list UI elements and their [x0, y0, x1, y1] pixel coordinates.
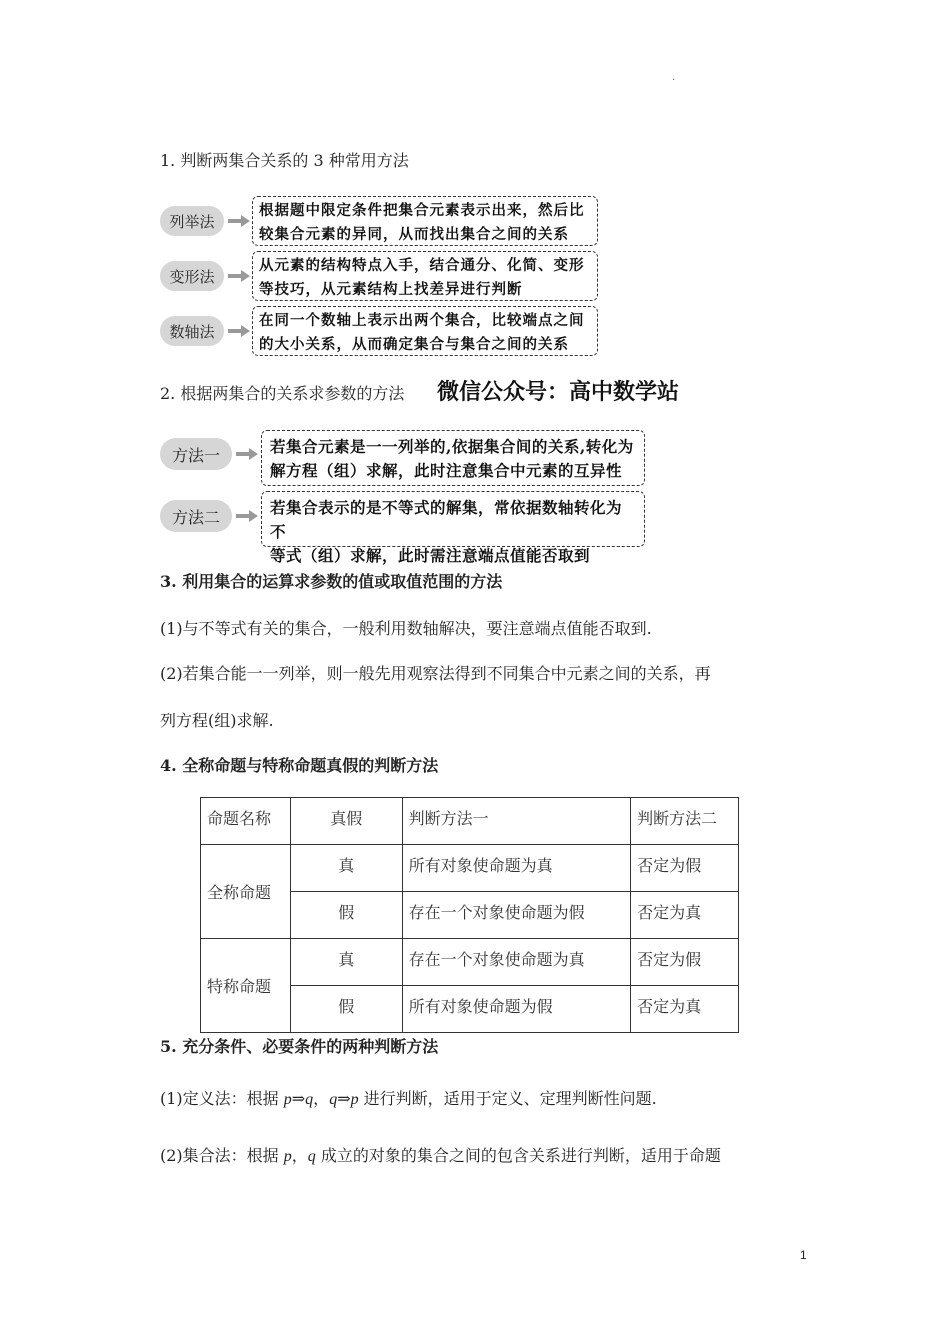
method-one-cell: 存在一个对象使命题为假: [402, 892, 631, 939]
method-one-cell: 所有对象使命题为真: [402, 845, 631, 892]
method-label-pill: 变形法: [160, 261, 224, 291]
paragraph: 列方程(组)求解.: [160, 711, 274, 730]
description-line: 在同一个数轴上表示出两个集合，比较端点之间: [259, 312, 585, 329]
math-variable: q: [307, 1148, 316, 1165]
table-header-row: [201, 798, 739, 845]
table-header-cell: 命题名称: [201, 798, 291, 845]
math-variable: p: [283, 1148, 292, 1165]
arrow-right-icon: [228, 215, 250, 227]
text-segment: (2)集合法：根据: [160, 1146, 284, 1165]
method-label-pill: 数轴法: [160, 316, 224, 346]
description-line: 的大小关系，从而确定集合与集合之间的关系: [259, 336, 569, 353]
text-segment: (1)定义法：根据: [160, 1089, 284, 1108]
math-variable: q: [329, 1091, 338, 1108]
text-segment: 成立的对象的集合之间的包含关系进行判断，适用于命题: [315, 1146, 721, 1165]
method-two-cell: 否定为假: [631, 845, 739, 892]
text-segment: ，: [313, 1089, 330, 1108]
method-two-cell: 否定为真: [631, 986, 739, 1033]
table-row: [201, 845, 739, 892]
description-line: 若集合元素是一一列举的,依据集合间的关系,转化为: [270, 437, 634, 456]
description-line: 较集合元素的异同，从而找出集合之间的关系: [259, 226, 569, 243]
proposition-name-cell: 全称命题: [201, 845, 291, 939]
math-variable: q: [305, 1091, 314, 1108]
implies-symbol: ⇒: [291, 1089, 306, 1108]
method-label-pill: 列举法: [160, 206, 224, 236]
table-header-cell: 真假: [290, 798, 402, 845]
arrow-right-icon: [228, 325, 250, 337]
paragraph: (2)若集合能一一列举，则一般先用观察法得到不同集合中元素之间的关系，再: [160, 664, 711, 683]
description-line: 等式（组）求解，此时需注意端点值能否取到: [270, 546, 591, 565]
method-description-box: [252, 251, 598, 301]
judgment-table: [200, 797, 739, 1033]
description-line: 等技巧，从元素结构上找差异进行判断: [259, 281, 523, 298]
paragraph-definition-method: [160, 1086, 657, 1109]
description-line: 若集合表示的是不等式的解集，常依据数轴转化为不: [270, 498, 623, 541]
description-line: 根据题中限定条件把集合元素表示出来，然后比: [259, 202, 585, 219]
method-label-pill: 方法二: [160, 500, 232, 532]
arrow-right-icon: [236, 510, 258, 522]
description-line: 解方程（组）求解，此时注意集合中元素的互异性: [270, 461, 623, 480]
section-4-title: 4. 全称命题与特称命题真假的判断方法: [160, 756, 439, 775]
proposition-name-cell: 特称命题: [201, 939, 291, 1033]
truth-cell: 真: [290, 939, 402, 986]
section-3-title: 3. 利用集合的运算求参数的值或取值范围的方法: [160, 572, 503, 591]
method-one-cell: 存在一个对象使命题为真: [402, 939, 631, 986]
section-5-title: 5. 充分条件、必要条件的两种判断方法: [160, 1037, 439, 1056]
text-segment: ，: [291, 1146, 308, 1165]
method-label-pill: 方法一: [160, 438, 232, 470]
table-row: [201, 939, 739, 986]
section-2-title: 2. 根据两集合的关系求参数的方法: [160, 384, 405, 403]
method-description-box: [261, 430, 645, 486]
truth-cell: 假: [290, 986, 402, 1033]
arrow-right-icon: [236, 448, 258, 460]
paragraph-set-method: [160, 1143, 721, 1166]
method-description-box: [261, 491, 645, 565]
table-header-cell: 判断方法一: [402, 798, 631, 845]
paragraph: (1)与不等式有关的集合，一般利用数轴解决，要注意端点值能否取到.: [160, 619, 652, 638]
wechat-watermark: 微信公众号：高中数学站: [437, 380, 680, 405]
method-one-cell: 所有对象使命题为假: [402, 986, 631, 1033]
math-variable: p: [283, 1091, 292, 1108]
description-line: 从元素的结构特点入手，结合通分、化简、变形: [259, 257, 585, 274]
text-segment: 进行判断，适用于定义、定理判断性问题.: [358, 1089, 657, 1108]
arrow-right-icon: [228, 270, 250, 282]
math-variable: p: [350, 1091, 359, 1108]
top-mark: .: [672, 72, 676, 83]
truth-cell: 真: [290, 845, 402, 892]
section-1-title: 1. 判断两集合关系的 3 种常用方法: [160, 151, 409, 170]
method-two-cell: 否定为真: [631, 892, 739, 939]
page-number: 1: [800, 1248, 807, 1262]
method-two-cell: 否定为假: [631, 939, 739, 986]
implies-symbol: ⇒: [337, 1089, 351, 1108]
table-header-cell: 判断方法二: [631, 798, 739, 845]
method-description-box: [252, 196, 598, 246]
method-description-box: [252, 306, 598, 356]
truth-cell: 假: [290, 892, 402, 939]
